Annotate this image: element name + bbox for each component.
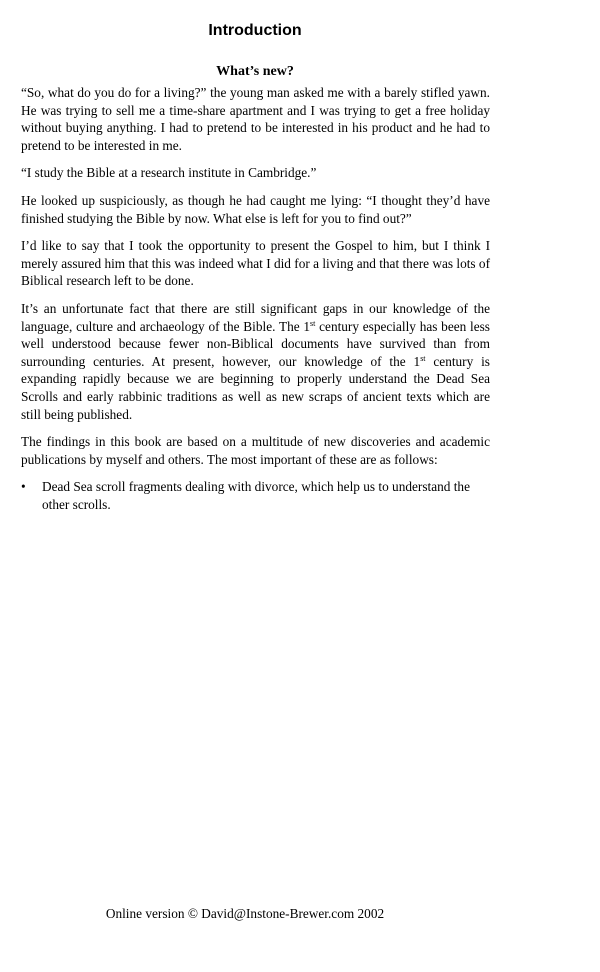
paragraph-5-part-2: century especially has been less well understood because fewer non-Biblical documents have survived than from surrounding centuries. At present, however, our knowledge of the 1	[21, 318, 490, 369]
ordinal-suffix: st	[310, 318, 316, 328]
paragraph-6: The findings in this book are based on a multitude of new discoveries and academic publications by myself and others. The most important of these are as follows:	[21, 434, 490, 467]
paragraph-3: He looked up suspiciously, as though he had caught me lying: “I thought they’d have finished studying the Bible by now. What else is left for you to find out?”	[21, 192, 490, 226]
paragraph-5	[21, 300, 490, 423]
paragraph-1: “So, what do you do for a living?” the young man asked me with a barely stifled yawn. He was trying to sell me a time-share apartment and I was trying to get a free holiday without buying anything. I had to pretend to be interested in his product and he had to pretend to be interested in me.	[21, 85, 490, 153]
list-item-text: Dead Sea scroll fragments dealing with divorce, which help us to understand the other scrolls.	[42, 479, 470, 512]
paragraph-5-part-1: It’s an unfortunate fact that there are still significant gaps in our knowledge of the language, culture and archaeology of the Bible. The 1	[21, 300, 490, 334]
paragraph-5-part-3: century is expanding rapidly because we are beginning to properly understand the Dead Sea Scrolls and early rabbinic traditions as well as new scraps of ancient texts which are still being published.	[21, 353, 490, 422]
bullet-icon: •	[21, 479, 26, 495]
section-heading: What’s new?	[216, 64, 294, 79]
paragraph-4: I’d like to say that I took the opportunity to present the Gospel to him, but I think I merely assured him that this was indeed what I did for a living and that there was lots of Biblical research left to be done.	[21, 238, 490, 289]
footer-copyright: Online version © David@Instone-Brewer.com 2002	[105, 906, 385, 921]
chapter-title: Introduction	[208, 22, 302, 39]
list-item	[21, 478, 490, 513]
findings-list	[21, 478, 490, 513]
ordinal-suffix: st	[420, 353, 426, 363]
body-text	[21, 84, 490, 513]
paragraph-2: “I study the Bible at a research institute in Cambridge.”	[21, 165, 317, 181]
